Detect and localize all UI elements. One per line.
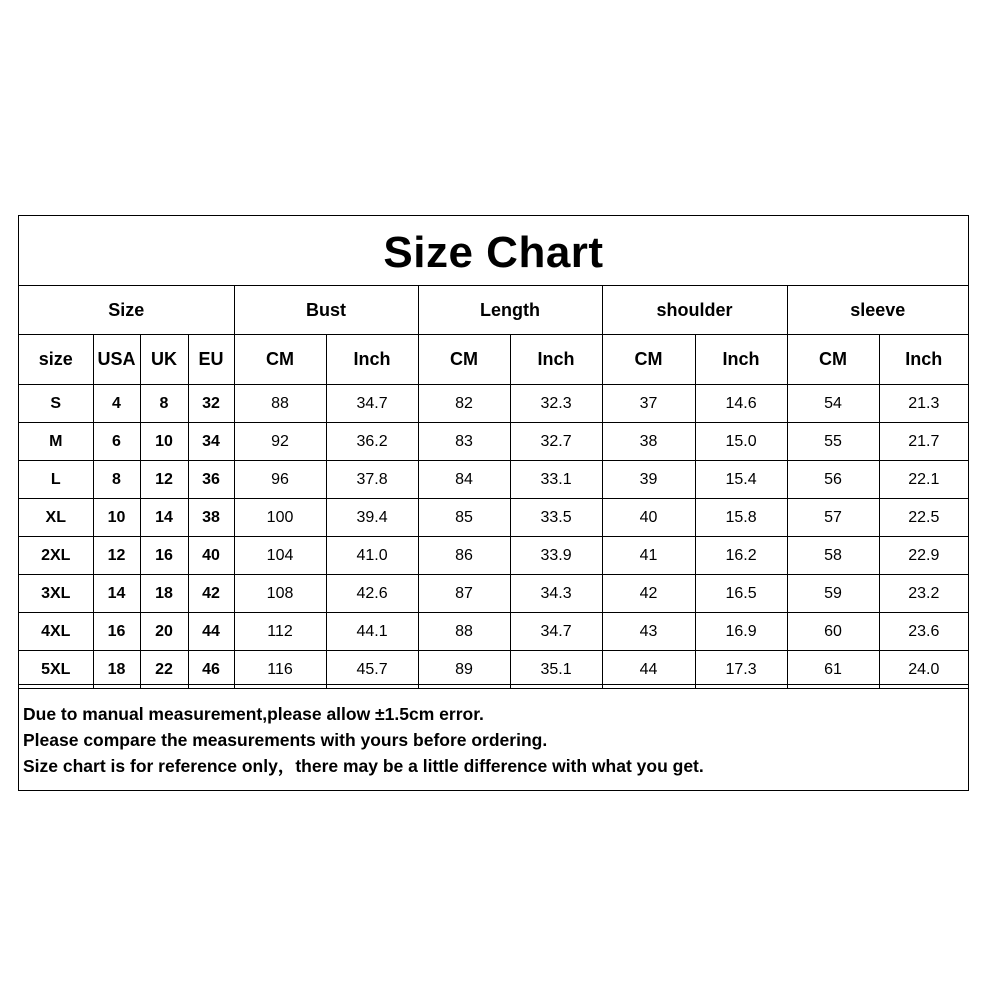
col-header-shoulder-inch: Inch [695, 335, 787, 385]
cell-size: M [19, 423, 93, 461]
cell-shoulder-inch: 17.3 [695, 651, 787, 689]
cell-sleeve-cm: 54 [787, 385, 879, 423]
cell-bust-cm: 104 [234, 537, 326, 575]
cell-shoulder-inch: 16.5 [695, 575, 787, 613]
cell-shoulder-inch: 15.8 [695, 499, 787, 537]
cell-usa: 12 [93, 537, 140, 575]
cell-size: 4XL [19, 613, 93, 651]
cell-eu: 46 [188, 651, 234, 689]
title-row [19, 216, 968, 286]
cell-uk: 10 [140, 423, 188, 461]
cell-sleeve-inch: 21.3 [879, 385, 968, 423]
cell-eu: 42 [188, 575, 234, 613]
cell-length-cm: 83 [418, 423, 510, 461]
cell-usa: 14 [93, 575, 140, 613]
cell-length-cm: 86 [418, 537, 510, 575]
table-row [19, 575, 968, 613]
cell-sleeve-inch: 21.7 [879, 423, 968, 461]
table-row [19, 613, 968, 651]
cell-sleeve-cm: 59 [787, 575, 879, 613]
cell-sleeve-cm: 61 [787, 651, 879, 689]
col-header-sleeve-cm: CM [787, 335, 879, 385]
group-header-bust: Bust [234, 286, 418, 335]
cell-usa: 6 [93, 423, 140, 461]
cell-sleeve-inch: 22.1 [879, 461, 968, 499]
cell-uk: 16 [140, 537, 188, 575]
cell-bust-inch: 34.7 [326, 385, 418, 423]
cell-bust-inch: 37.8 [326, 461, 418, 499]
cell-sleeve-inch: 23.2 [879, 575, 968, 613]
cell-sleeve-inch: 22.5 [879, 499, 968, 537]
cell-bust-inch: 45.7 [326, 651, 418, 689]
cell-size: XL [19, 499, 93, 537]
cell-bust-cm: 88 [234, 385, 326, 423]
table-row [19, 499, 968, 537]
cell-eu: 34 [188, 423, 234, 461]
unit-header-row [19, 335, 968, 385]
group-header-shoulder: shoulder [602, 286, 787, 335]
group-header-size: Size [19, 286, 234, 335]
cell-sleeve-cm: 58 [787, 537, 879, 575]
cell-sleeve-cm: 56 [787, 461, 879, 499]
cell-bust-cm: 108 [234, 575, 326, 613]
cell-length-inch: 34.7 [510, 613, 602, 651]
cell-shoulder-inch: 15.4 [695, 461, 787, 499]
table-body [19, 385, 968, 689]
cell-length-cm: 89 [418, 651, 510, 689]
cell-shoulder-cm: 41 [602, 537, 695, 575]
col-header-usa: USA [93, 335, 140, 385]
cell-length-inch: 32.7 [510, 423, 602, 461]
cell-bust-inch: 41.0 [326, 537, 418, 575]
table-row [19, 537, 968, 575]
col-header-bust-inch: Inch [326, 335, 418, 385]
cell-length-inch: 33.1 [510, 461, 602, 499]
table-row [19, 423, 968, 461]
cell-bust-inch: 36.2 [326, 423, 418, 461]
cell-length-inch: 32.3 [510, 385, 602, 423]
size-chart-sheet [18, 215, 969, 791]
col-header-length-cm: CM [418, 335, 510, 385]
cell-usa: 16 [93, 613, 140, 651]
chart-title: Size Chart [383, 227, 604, 277]
cell-shoulder-cm: 38 [602, 423, 695, 461]
cell-sleeve-inch: 24.0 [879, 651, 968, 689]
cell-size: L [19, 461, 93, 499]
cell-length-inch: 33.9 [510, 537, 602, 575]
cell-size: 3XL [19, 575, 93, 613]
cell-sleeve-cm: 57 [787, 499, 879, 537]
cell-uk: 14 [140, 499, 188, 537]
cell-eu: 32 [188, 385, 234, 423]
cell-usa: 8 [93, 461, 140, 499]
cell-length-inch: 34.3 [510, 575, 602, 613]
note-line: Please compare the measurements with yours before ordering. [23, 730, 548, 750]
cell-bust-cm: 112 [234, 613, 326, 651]
cell-uk: 18 [140, 575, 188, 613]
col-header-sleeve-inch: Inch [879, 335, 968, 385]
cell-bust-inch: 39.4 [326, 499, 418, 537]
cell-length-cm: 88 [418, 613, 510, 651]
cell-length-cm: 85 [418, 499, 510, 537]
cell-shoulder-cm: 37 [602, 385, 695, 423]
note-line: Due to manual measurement,please allow ±1.5cm error. [23, 704, 484, 724]
cell-shoulder-inch: 14.6 [695, 385, 787, 423]
col-header-size: size [19, 335, 93, 385]
cell-uk: 22 [140, 651, 188, 689]
cell-shoulder-cm: 42 [602, 575, 695, 613]
col-header-eu: EU [188, 335, 234, 385]
note-line: Size chart is for reference only，there may be a little difference with what you get. [23, 756, 704, 776]
cell-shoulder-cm: 44 [602, 651, 695, 689]
col-header-bust-cm: CM [234, 335, 326, 385]
cell-sleeve-inch: 23.6 [879, 613, 968, 651]
cell-sleeve-cm: 55 [787, 423, 879, 461]
cell-bust-inch: 44.1 [326, 613, 418, 651]
cell-shoulder-inch: 16.2 [695, 537, 787, 575]
cell-usa: 18 [93, 651, 140, 689]
cell-length-cm: 82 [418, 385, 510, 423]
cell-length-cm: 84 [418, 461, 510, 499]
cell-uk: 8 [140, 385, 188, 423]
cell-shoulder-inch: 16.9 [695, 613, 787, 651]
col-header-shoulder-cm: CM [602, 335, 695, 385]
cell-size: S [19, 385, 93, 423]
cell-bust-cm: 92 [234, 423, 326, 461]
size-table [19, 286, 968, 689]
cell-bust-cm: 100 [234, 499, 326, 537]
table-row [19, 385, 968, 423]
cell-size: 2XL [19, 537, 93, 575]
notes-section [19, 684, 968, 790]
cell-uk: 12 [140, 461, 188, 499]
cell-usa: 10 [93, 499, 140, 537]
table-row [19, 651, 968, 689]
cell-uk: 20 [140, 613, 188, 651]
cell-length-inch: 35.1 [510, 651, 602, 689]
col-header-length-inch: Inch [510, 335, 602, 385]
cell-eu: 40 [188, 537, 234, 575]
cell-eu: 38 [188, 499, 234, 537]
group-header-sleeve: sleeve [787, 286, 968, 335]
cell-bust-cm: 96 [234, 461, 326, 499]
group-header-length: Length [418, 286, 602, 335]
cell-sleeve-cm: 60 [787, 613, 879, 651]
cell-bust-inch: 42.6 [326, 575, 418, 613]
cell-length-inch: 33.5 [510, 499, 602, 537]
cell-sleeve-inch: 22.9 [879, 537, 968, 575]
cell-eu: 44 [188, 613, 234, 651]
cell-shoulder-cm: 39 [602, 461, 695, 499]
col-header-uk: UK [140, 335, 188, 385]
table-row [19, 461, 968, 499]
group-header-row [19, 286, 968, 335]
cell-usa: 4 [93, 385, 140, 423]
cell-shoulder-cm: 43 [602, 613, 695, 651]
cell-size: 5XL [19, 651, 93, 689]
cell-eu: 36 [188, 461, 234, 499]
cell-shoulder-cm: 40 [602, 499, 695, 537]
cell-bust-cm: 116 [234, 651, 326, 689]
cell-shoulder-inch: 15.0 [695, 423, 787, 461]
cell-length-cm: 87 [418, 575, 510, 613]
